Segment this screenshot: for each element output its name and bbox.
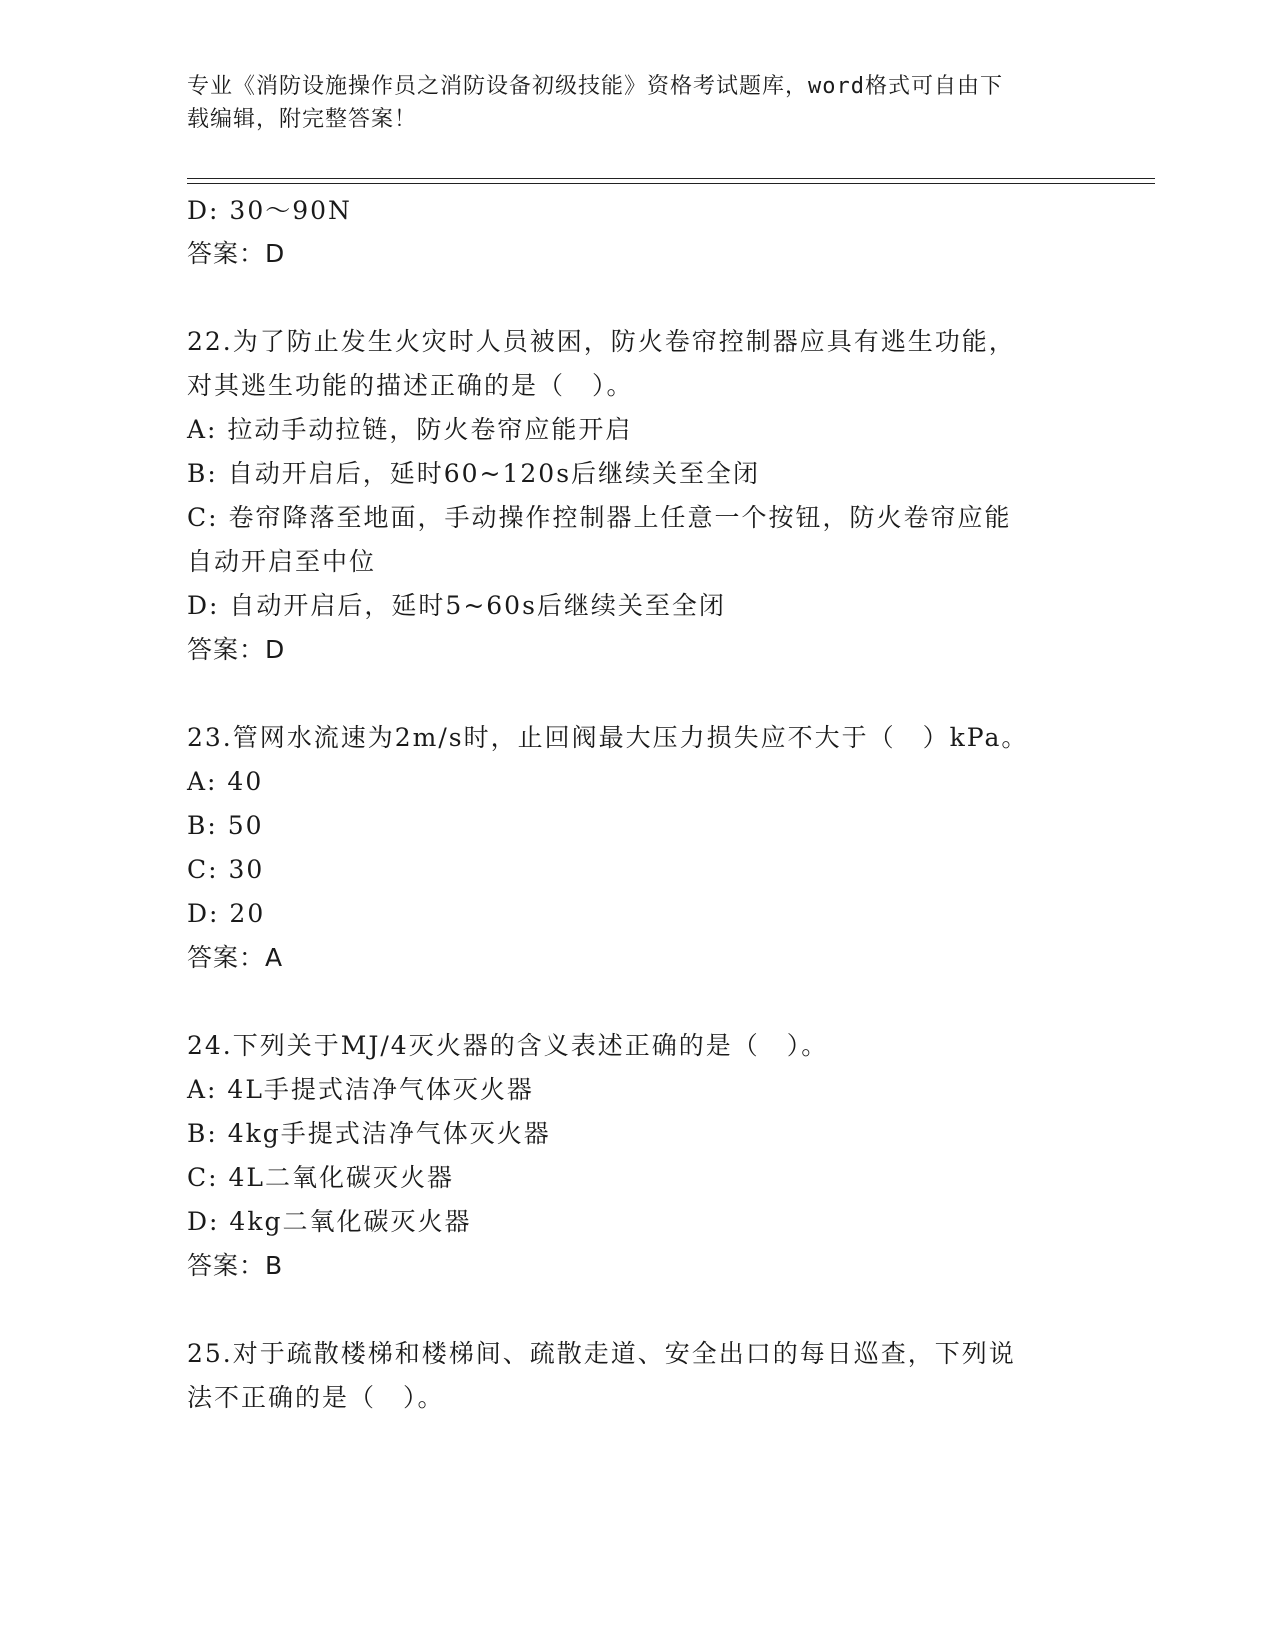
header-divider-top [187,178,1155,179]
prev-answer: 答案：D [187,239,286,268]
q22-answer: 答案：D [187,635,286,664]
q24-stem-line-1: 24.下列关于MJ/4灭火器的含义表述正确的是（ ）。 [187,1031,829,1060]
q22-option-d: D: 自动开启后，延时5~60s后继续关至全闭 [187,591,726,620]
header-line-2: 载编辑，附完整答案！ [187,107,418,132]
q22-stem-line-2: 对其逃生功能的描述正确的是（ ）。 [187,371,634,400]
q23-option-a: A: 40 [187,767,264,796]
q22-stem-line-1: 22.为了防止发生火灾时人员被困，防火卷帘控制器应具有逃生功能， [187,327,1016,356]
header-divider-bottom [187,183,1155,184]
q24-option-a: A: 4L手提式洁净气体灭火器 [187,1075,534,1104]
q23-answer: 答案：A [187,943,284,972]
q22-option-c-line-1: C: 卷帘降落至地面，手动操作控制器上任意一个按钮，防火卷帘应能 [187,503,1012,532]
q22-option-a: A: 拉动手动拉链，防火卷帘应能开启 [187,415,633,444]
prev-option-d: D: 30～90N [187,196,352,225]
header-line-1: 专业《消防设施操作员之消防设备初级技能》资格考试题库，word格式可自由下 [187,74,1003,99]
q22-option-b: B: 自动开启后，延时60~120s后继续关至全闭 [187,459,761,488]
q25-stem-line-2: 法不正确的是（ ）。 [187,1383,445,1412]
q23-option-c: C: 30 [187,855,265,884]
q24-option-d: D: 4kg二氧化碳灭火器 [187,1207,472,1236]
q22-option-c-line-2: 自动开启至中位 [187,547,377,576]
q25-stem-line-1: 25.对于疏散楼梯和楼梯间、疏散走道、安全出口的每日巡查，下列说 [187,1339,1016,1368]
document-header [187,70,1067,136]
q24-option-c: C: 4L二氧化碳灭火器 [187,1163,455,1192]
q24-answer: 答案：B [187,1251,284,1280]
q23-option-d: D: 20 [187,899,266,928]
q23-option-b: B: 50 [187,811,264,840]
q23-stem-line-1: 23.管网水流速为2m/s时，止回阀最大压力损失应不大于（ ）kPa。 [187,723,1029,752]
q24-option-b: B: 4kg手提式洁净气体灭火器 [187,1119,551,1148]
